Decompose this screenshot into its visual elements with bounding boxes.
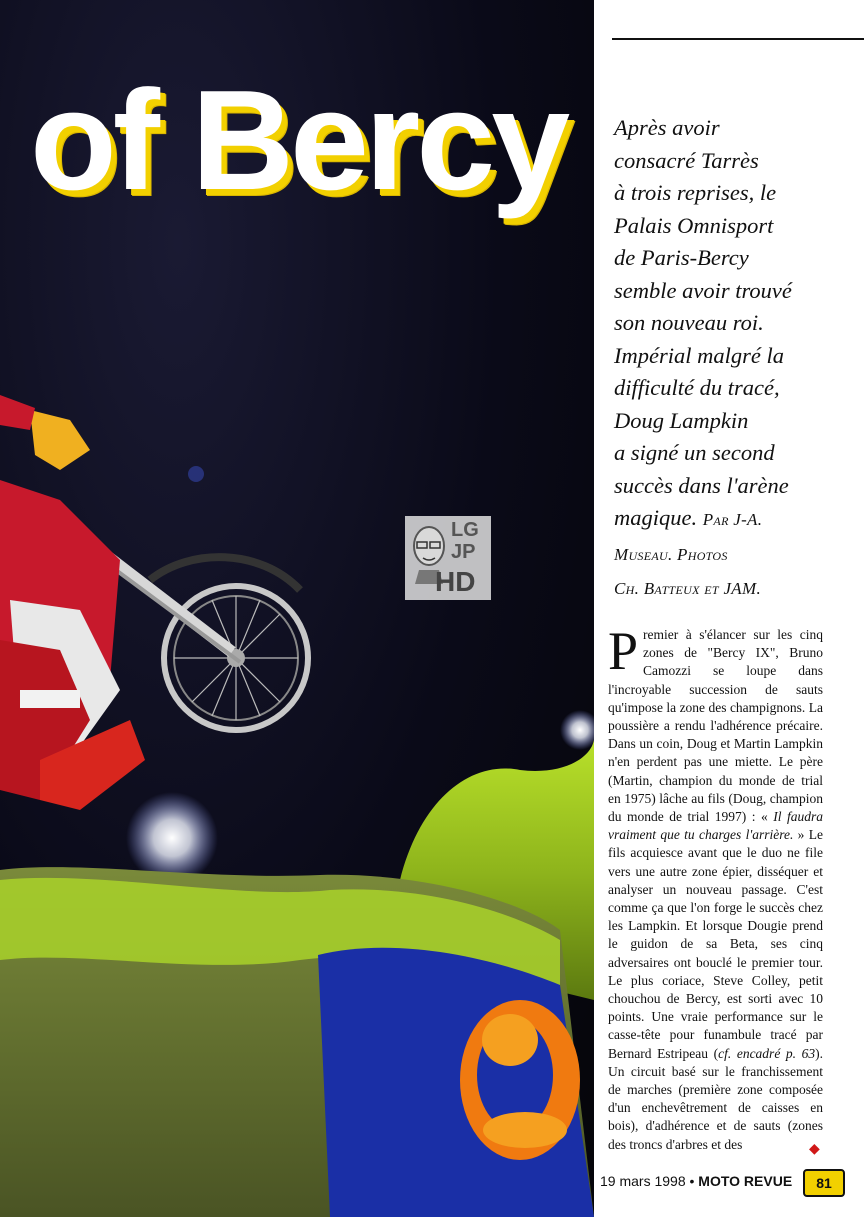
watermark-hd: HD	[435, 566, 476, 597]
intro-line: difficulté du tracé,	[614, 375, 780, 400]
top-rule	[612, 38, 864, 40]
byline-photographers: Ch. Batteux et JAM.	[614, 579, 761, 598]
footer-separator: •	[689, 1173, 695, 1189]
intro-standfirst	[614, 112, 854, 606]
byline-photos: Museau. Photos	[614, 544, 728, 564]
issue-date: 19 mars 1998	[600, 1173, 686, 1189]
page-footer	[600, 1173, 792, 1189]
watermark-lg: LG	[451, 519, 479, 541]
body-paragraph: remier à s'élancer sur les cinq zones de "Bercy IX", Bruno Camozzi se loupe dans l'incroyable succession de sauts qu'impose la zone des champignons. La poussière a rendu l'adhérence précaire. Dans un coin, Doug et Martin Lampkin n'en perdent pas une miette. Le père (Martin, champion du monde de trial en 1975) lâche au fils (Doug, champion du monde de trial 1997) : «	[608, 627, 823, 825]
cross-reference: cf. encadré p. 63	[718, 1045, 816, 1061]
intro-line: Doug Lampkin	[614, 407, 749, 433]
continue-marker-icon: ◆	[809, 1142, 820, 1157]
intro-line: semble avoir trouvé	[614, 277, 792, 303]
body-paragraph: ). Un circuit basé sur le franchissement de marches (première zone composée d'un enchevêtrement de caisses en bois), d'adhérence et de sauts (zones des troncs d'arbres et des	[608, 1045, 823, 1152]
body-paragraph: » Le fils acquiesce avant que le duo ne file vers une autre zone épier, disséquer et analyser un nouveau passage. C'est comme ça que l'on forge le succès chez les Lampkin. Et lorsque Dougie prend le guidon de sa Beta, ses cinq adversaires ont bouclé le premier tour. Le plus coriace, Steve Colley, petit chouchou de Bercy, est sorti avec 10 points. Une vraie performance sur le casse-tête pour funambule tracé par Bernard Estripeau (	[608, 827, 823, 1061]
intro-line: magique.	[614, 505, 698, 530]
headline: of Bercy	[30, 61, 567, 220]
page-number: 81	[803, 1169, 845, 1197]
intro-line: Après avoir	[614, 115, 720, 140]
article-body	[608, 621, 823, 1154]
magazine-name: MOTO REVUE	[698, 1173, 793, 1189]
intro-line: succès dans l'arène	[614, 472, 789, 498]
scanner-watermark	[405, 516, 491, 600]
intro-line: a signé un second	[614, 440, 775, 465]
watermark-jp: JP	[451, 541, 476, 563]
intro-line: son nouveau roi.	[614, 310, 764, 335]
intro-line: Palais Omnisport	[614, 212, 774, 238]
intro-line: Impérial malgré la	[614, 342, 784, 368]
intro-line: à trois reprises, le	[614, 180, 777, 205]
intro-line: consacré Tarrès	[614, 147, 759, 173]
intro-line: de Paris-Bercy	[614, 245, 749, 270]
drop-cap: P	[608, 621, 639, 681]
quote: Il faudra vraiment que tu charges l'arrière.	[608, 809, 823, 843]
byline-author: Par J-A.	[702, 510, 763, 529]
